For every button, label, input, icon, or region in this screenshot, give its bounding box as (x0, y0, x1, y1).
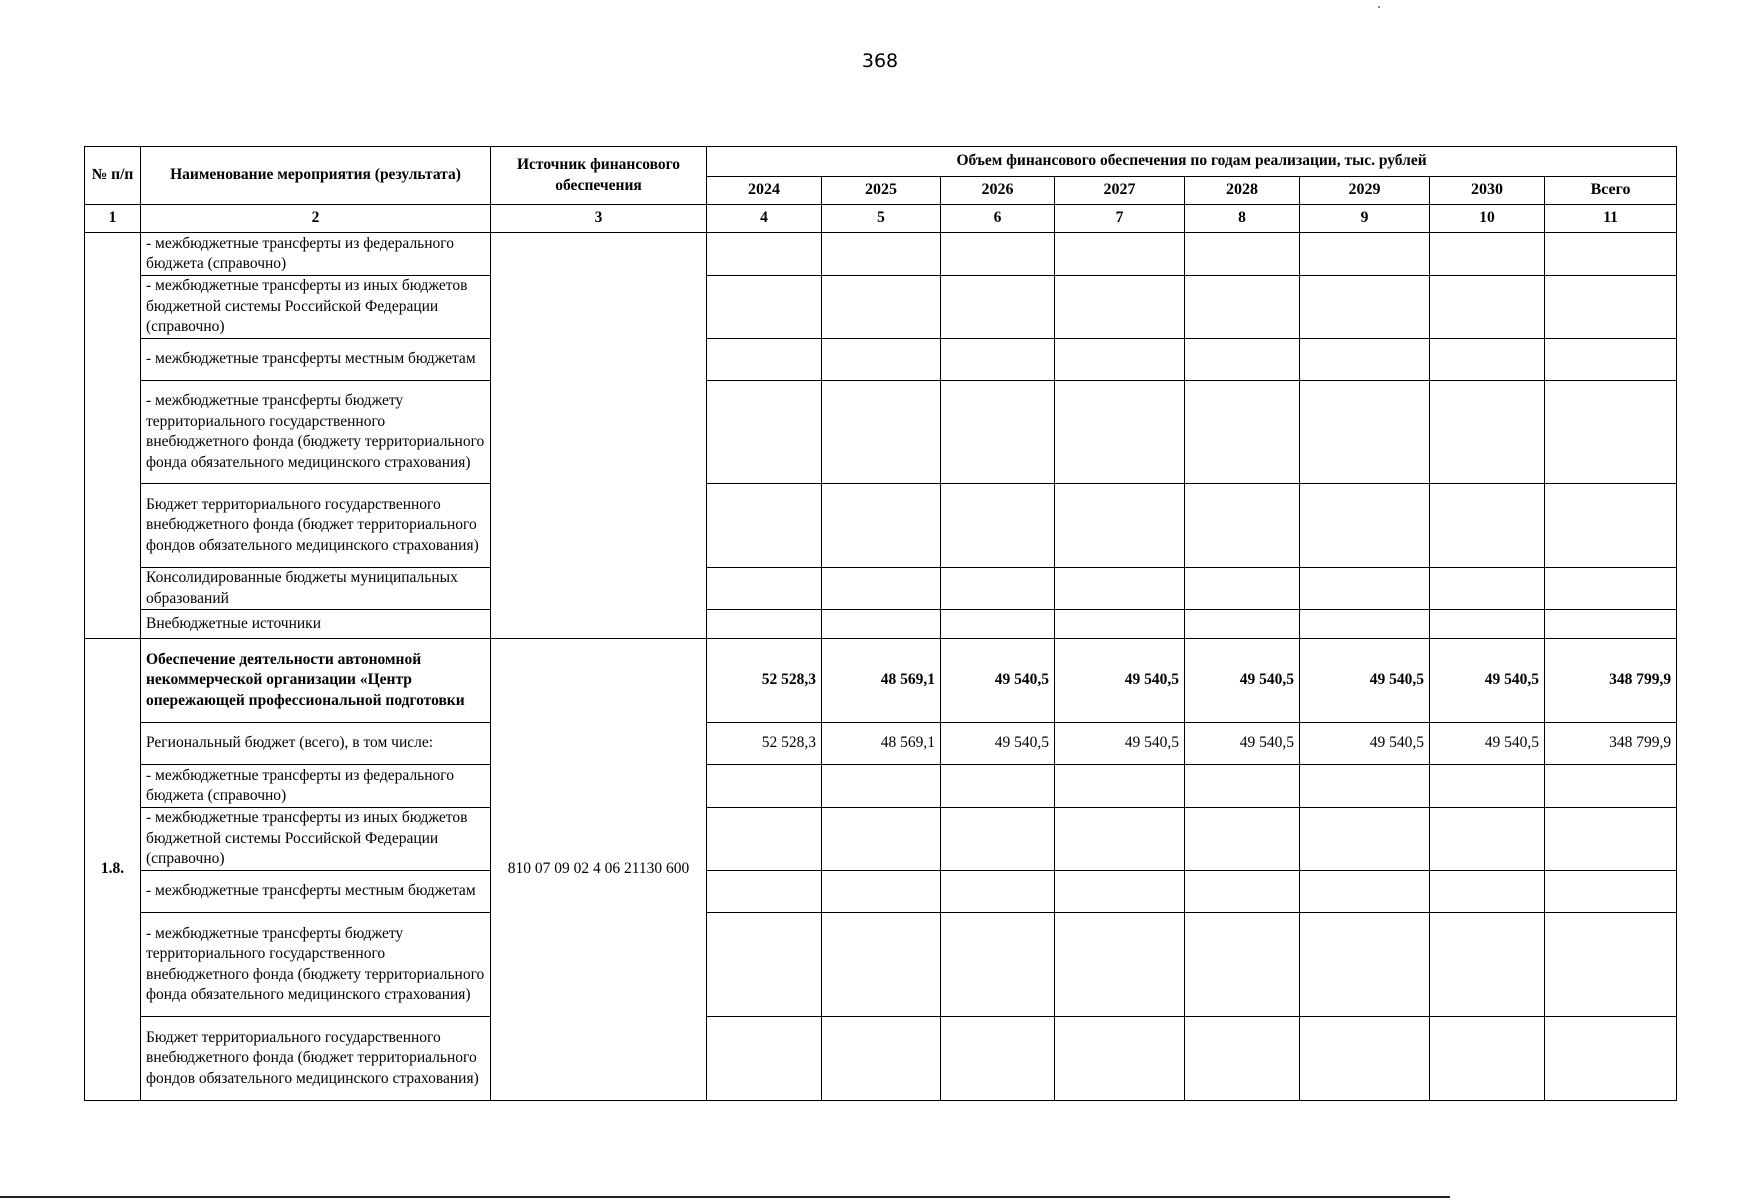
value-2024: 52 528,3 (707, 723, 822, 765)
row-name: - межбюджетные трансферты местным бюджетам (141, 871, 491, 913)
row-name: Консолидированные бюджеты муниципальных образований (141, 568, 491, 610)
table-row (85, 484, 1677, 568)
table-row (85, 610, 1677, 639)
header-num: № п/п (85, 147, 141, 205)
header-volume: Объем финансового обеспечения по годам реализации, тыс. рублей (707, 147, 1677, 177)
column-number: 1 (85, 205, 141, 233)
column-number: 8 (1185, 205, 1300, 233)
value-2027: 49 540,5 (1055, 723, 1185, 765)
header-name: Наименование мероприятия (результата) (141, 147, 491, 205)
table-row (85, 639, 1677, 723)
value-2025: 48 569,1 (822, 723, 941, 765)
value-total: 348 799,9 (1545, 639, 1677, 723)
row-name: Бюджет территориального государственного внебюджетного фонда (бюджет территориального фондов обязательного медицинского страхования) (141, 1017, 491, 1101)
column-number: 5 (822, 205, 941, 233)
value-2024: 52 528,3 (707, 639, 822, 723)
header-year: 2024 (707, 177, 822, 205)
value-2025: 48 569,1 (822, 639, 941, 723)
row-name: Внебюджетные источники (141, 610, 491, 639)
column-number: 4 (707, 205, 822, 233)
column-number: 3 (491, 205, 707, 233)
table-row (85, 723, 1677, 765)
row-name: - межбюджетные трансферты бюджету территориального государственного внебюджетного фонда (бюджету территориального фонда обязательного медицинского страхования) (141, 913, 491, 1017)
header-year: 2028 (1185, 177, 1300, 205)
column-number: 7 (1055, 205, 1185, 233)
column-number: 2 (141, 205, 491, 233)
header-year: 2030 (1430, 177, 1545, 205)
footer-rule (0, 1196, 1450, 1198)
value-2030: 49 540,5 (1430, 639, 1545, 723)
value-2028: 49 540,5 (1185, 723, 1300, 765)
table-row (85, 871, 1677, 913)
row-name: Бюджет территориального государственного внебюджетного фонда (бюджет территориального фондов обязательного медицинского страхования) (141, 484, 491, 568)
table-row (85, 568, 1677, 610)
table-row (85, 276, 1677, 339)
value-2027: 49 540,5 (1055, 639, 1185, 723)
table-row (85, 1017, 1677, 1101)
index-cell-empty (85, 233, 141, 639)
table-row (85, 233, 1677, 276)
value-2030: 49 540,5 (1430, 723, 1545, 765)
table-row (85, 765, 1677, 808)
header-total: Всего (1545, 177, 1677, 205)
column-number: 11 (1545, 205, 1677, 233)
row-name: Региональный бюджет (всего), в том числе: (141, 723, 491, 765)
row-name: - межбюджетные трансферты из федерального бюджета (справочно) (141, 233, 491, 276)
value-total: 348 799,9 (1545, 723, 1677, 765)
column-number: 10 (1430, 205, 1545, 233)
budget-code: 810 07 09 02 4 06 21130 600 (491, 639, 707, 1101)
scan-speck (1378, 6, 1380, 8)
page-number: 368 (861, 50, 899, 72)
table-row (85, 339, 1677, 381)
value-2029: 49 540,5 (1300, 639, 1430, 723)
column-number: 6 (941, 205, 1055, 233)
financing-table (84, 146, 1677, 1101)
item-index: 1.8. (85, 639, 141, 1101)
item-title: Обеспечение деятельности автономной некоммерческой организации «Центр опережающей профессиональной подготовки (141, 639, 491, 723)
value-2026: 49 540,5 (941, 723, 1055, 765)
table-row (85, 913, 1677, 1017)
row-name: - межбюджетные трансферты из иных бюджетов бюджетной системы Российской Федерации (справочно) (141, 276, 491, 339)
row-name: - межбюджетные трансферты из федерального бюджета (справочно) (141, 765, 491, 808)
header-year: 2026 (941, 177, 1055, 205)
row-name: - межбюджетные трансферты из иных бюджетов бюджетной системы Российской Федерации (справочно) (141, 808, 491, 871)
table-row (85, 381, 1677, 484)
column-number: 9 (1300, 205, 1430, 233)
row-name: - межбюджетные трансферты местным бюджетам (141, 339, 491, 381)
value-2026: 49 540,5 (941, 639, 1055, 723)
value-2029: 49 540,5 (1300, 723, 1430, 765)
header-source: Источник финансового обеспечения (491, 147, 707, 205)
value-2028: 49 540,5 (1185, 639, 1300, 723)
header-year: 2029 (1300, 177, 1430, 205)
header-year: 2025 (822, 177, 941, 205)
table-row (85, 808, 1677, 871)
header-year: 2027 (1055, 177, 1185, 205)
source-cell-empty (491, 233, 707, 639)
row-name: - межбюджетные трансферты бюджету территориального государственного внебюджетного фонда (бюджету территориального фонда обязательного медицинского страхования) (141, 381, 491, 484)
